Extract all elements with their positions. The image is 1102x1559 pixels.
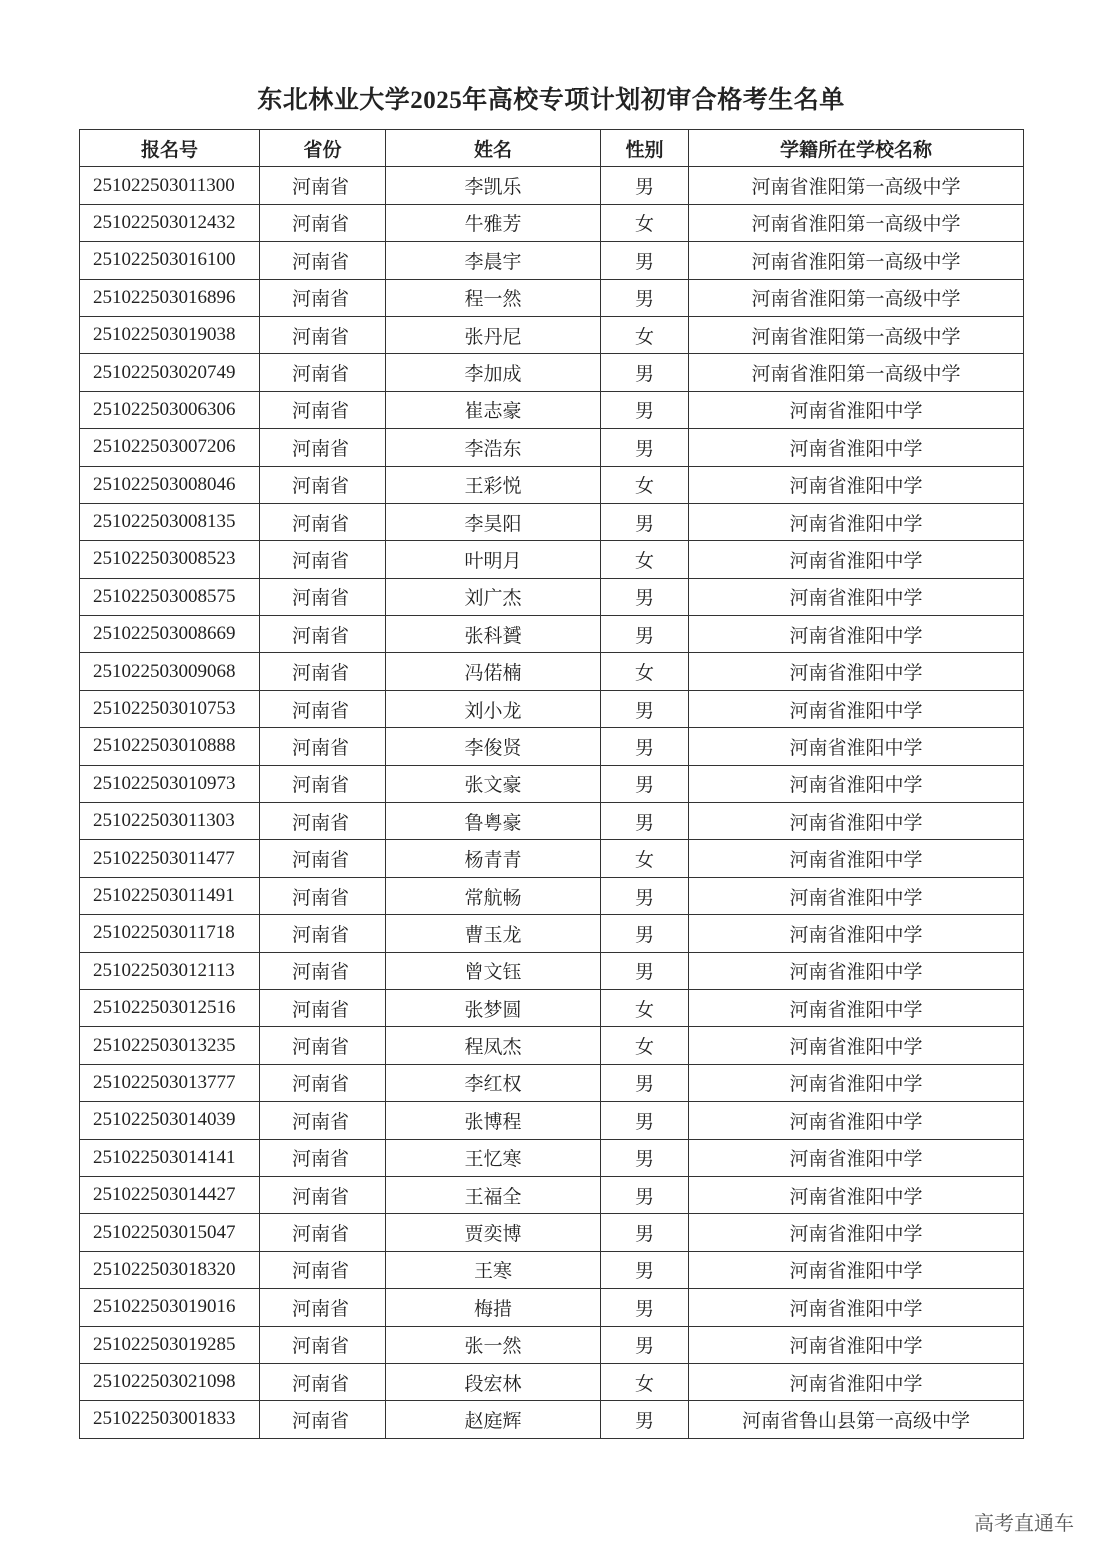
cell-province: 河南省	[260, 204, 386, 241]
cell-registration-number: 251022503010753	[80, 690, 260, 727]
cell-province: 河南省	[260, 915, 386, 952]
cell-school: 河南省淮阳中学	[689, 915, 1024, 952]
cell-registration-number: 251022503009068	[80, 653, 260, 690]
cell-school: 河南省淮阳第一高级中学	[689, 354, 1024, 391]
cell-province: 河南省	[260, 167, 386, 204]
table-row	[80, 316, 1024, 353]
cell-school: 河南省淮阳中学	[689, 1289, 1024, 1326]
watermark: 高考直通车	[974, 1511, 1074, 1535]
cell-registration-number: 251022503014427	[80, 1176, 260, 1213]
cell-school: 河南省淮阳中学	[689, 1027, 1024, 1064]
cell-province: 河南省	[260, 989, 386, 1026]
cell-registration-number: 251022503014141	[80, 1139, 260, 1176]
cell-registration-number: 251022503008575	[80, 578, 260, 615]
cell-school: 河南省淮阳中学	[689, 616, 1024, 653]
cell-registration-number: 251022503012432	[80, 204, 260, 241]
cell-school: 河南省淮阳中学	[689, 952, 1024, 989]
cell-province: 河南省	[260, 391, 386, 428]
cell-school: 河南省淮阳中学	[689, 1139, 1024, 1176]
cell-gender: 女	[601, 204, 689, 241]
cell-gender: 男	[601, 690, 689, 727]
cell-school: 河南省淮阳第一高级中学	[689, 316, 1024, 353]
cell-name: 牛雅芳	[386, 204, 601, 241]
table-row	[80, 765, 1024, 802]
cell-name: 刘小龙	[386, 690, 601, 727]
cell-province: 河南省	[260, 1139, 386, 1176]
table-row	[80, 242, 1024, 279]
cell-school: 河南省淮阳中学	[689, 989, 1024, 1026]
cell-province: 河南省	[260, 1214, 386, 1251]
cell-registration-number: 251022503011300	[80, 167, 260, 204]
cell-registration-number: 251022503016896	[80, 279, 260, 316]
cell-name: 刘广杰	[386, 578, 601, 615]
candidate-table	[79, 129, 1024, 1439]
cell-gender: 男	[601, 877, 689, 914]
cell-registration-number: 251022503020749	[80, 354, 260, 391]
table-row	[80, 1251, 1024, 1288]
cell-name: 王忆寒	[386, 1139, 601, 1176]
cell-gender: 男	[601, 616, 689, 653]
cell-gender: 男	[601, 1289, 689, 1326]
cell-name: 程一然	[386, 279, 601, 316]
cell-province: 河南省	[260, 503, 386, 540]
cell-registration-number: 251022503019038	[80, 316, 260, 353]
cell-registration-number: 251022503011477	[80, 840, 260, 877]
table-row	[80, 1176, 1024, 1213]
cell-school: 河南省淮阳中学	[689, 391, 1024, 428]
cell-registration-number: 251022503010973	[80, 765, 260, 802]
cell-gender: 男	[601, 1176, 689, 1213]
cell-school: 河南省淮阳中学	[689, 653, 1024, 690]
cell-name: 梅措	[386, 1289, 601, 1326]
table-row	[80, 1027, 1024, 1064]
cell-school: 河南省淮阳中学	[689, 578, 1024, 615]
cell-province: 河南省	[260, 803, 386, 840]
table-row	[80, 503, 1024, 540]
cell-name: 李加成	[386, 354, 601, 391]
table-row	[80, 803, 1024, 840]
table-row	[80, 204, 1024, 241]
cell-province: 河南省	[260, 354, 386, 391]
header-gender: 性别	[601, 130, 689, 167]
table-row	[80, 690, 1024, 727]
table-row	[80, 1326, 1024, 1363]
header-school: 学籍所在学校名称	[689, 130, 1024, 167]
table-row	[80, 877, 1024, 914]
cell-name: 鲁粤豪	[386, 803, 601, 840]
cell-registration-number: 251022503015047	[80, 1214, 260, 1251]
cell-province: 河南省	[260, 1326, 386, 1363]
cell-province: 河南省	[260, 242, 386, 279]
cell-school: 河南省淮阳中学	[689, 765, 1024, 802]
cell-name: 张一然	[386, 1326, 601, 1363]
cell-province: 河南省	[260, 690, 386, 727]
cell-name: 赵庭辉	[386, 1401, 601, 1438]
cell-name: 崔志豪	[386, 391, 601, 428]
cell-name: 李昊阳	[386, 503, 601, 540]
page-title: 东北林业大学2025年高校专项计划初审合格考生名单	[257, 87, 845, 114]
cell-gender: 男	[601, 429, 689, 466]
cell-province: 河南省	[260, 1102, 386, 1139]
cell-registration-number: 251022503019285	[80, 1326, 260, 1363]
cell-name: 冯偌楠	[386, 653, 601, 690]
cell-name: 程凤杰	[386, 1027, 601, 1064]
cell-school: 河南省淮阳中学	[689, 1214, 1024, 1251]
cell-school: 河南省淮阳中学	[689, 1326, 1024, 1363]
cell-registration-number: 251022503010888	[80, 728, 260, 765]
cell-school: 河南省淮阳中学	[689, 1064, 1024, 1101]
cell-name: 李红权	[386, 1064, 601, 1101]
cell-name: 杨青青	[386, 840, 601, 877]
cell-registration-number: 251022503021098	[80, 1363, 260, 1400]
cell-gender: 女	[601, 653, 689, 690]
table-row	[80, 466, 1024, 503]
cell-school: 河南省淮阳中学	[689, 877, 1024, 914]
cell-school: 河南省淮阳中学	[689, 1102, 1024, 1139]
cell-gender: 女	[601, 1363, 689, 1400]
cell-gender: 男	[601, 1251, 689, 1288]
table-row	[80, 1363, 1024, 1400]
table-row	[80, 952, 1024, 989]
cell-gender: 女	[601, 840, 689, 877]
cell-registration-number: 251022503013235	[80, 1027, 260, 1064]
cell-registration-number: 251022503012516	[80, 989, 260, 1026]
cell-name: 段宏林	[386, 1363, 601, 1400]
cell-school: 河南省淮阳第一高级中学	[689, 279, 1024, 316]
table-row	[80, 728, 1024, 765]
table-row	[80, 1139, 1024, 1176]
cell-school: 河南省淮阳中学	[689, 840, 1024, 877]
cell-school: 河南省淮阳中学	[689, 503, 1024, 540]
cell-gender: 女	[601, 989, 689, 1026]
cell-province: 河南省	[260, 840, 386, 877]
cell-name: 贾奕博	[386, 1214, 601, 1251]
table-header-row	[80, 130, 1024, 167]
cell-school: 河南省鲁山县第一高级中学	[689, 1401, 1024, 1438]
cell-school: 河南省淮阳第一高级中学	[689, 167, 1024, 204]
cell-gender: 男	[601, 1214, 689, 1251]
cell-province: 河南省	[260, 466, 386, 503]
cell-gender: 男	[601, 242, 689, 279]
cell-province: 河南省	[260, 1251, 386, 1288]
cell-gender: 男	[601, 354, 689, 391]
cell-registration-number: 251022503008135	[80, 503, 260, 540]
cell-registration-number: 251022503012113	[80, 952, 260, 989]
cell-gender: 男	[601, 167, 689, 204]
cell-gender: 男	[601, 391, 689, 428]
header-name: 姓名	[386, 130, 601, 167]
cell-school: 河南省淮阳中学	[689, 429, 1024, 466]
cell-school: 河南省淮阳中学	[689, 466, 1024, 503]
cell-registration-number: 251022503014039	[80, 1102, 260, 1139]
table-row	[80, 541, 1024, 578]
cell-registration-number: 251022503019016	[80, 1289, 260, 1326]
cell-name: 李浩东	[386, 429, 601, 466]
cell-registration-number: 251022503007206	[80, 429, 260, 466]
table-row	[80, 840, 1024, 877]
cell-province: 河南省	[260, 1363, 386, 1400]
table-row	[80, 1102, 1024, 1139]
table-row	[80, 578, 1024, 615]
cell-province: 河南省	[260, 765, 386, 802]
cell-registration-number: 251022503018320	[80, 1251, 260, 1288]
cell-name: 张博程	[386, 1102, 601, 1139]
cell-gender: 男	[601, 952, 689, 989]
cell-province: 河南省	[260, 616, 386, 653]
cell-province: 河南省	[260, 1289, 386, 1326]
cell-school: 河南省淮阳中学	[689, 1251, 1024, 1288]
cell-school: 河南省淮阳第一高级中学	[689, 242, 1024, 279]
cell-registration-number: 251022503011491	[80, 877, 260, 914]
cell-name: 曾文钰	[386, 952, 601, 989]
cell-school: 河南省淮阳中学	[689, 728, 1024, 765]
cell-school: 河南省淮阳中学	[689, 1363, 1024, 1400]
cell-gender: 男	[601, 279, 689, 316]
cell-registration-number: 251022503001833	[80, 1401, 260, 1438]
cell-school: 河南省淮阳中学	[689, 1176, 1024, 1213]
cell-province: 河南省	[260, 877, 386, 914]
cell-gender: 男	[601, 728, 689, 765]
cell-province: 河南省	[260, 279, 386, 316]
cell-school: 河南省淮阳中学	[689, 690, 1024, 727]
table-row	[80, 989, 1024, 1026]
cell-gender: 男	[601, 503, 689, 540]
header-registration-number: 报名号	[80, 130, 260, 167]
cell-name: 王寒	[386, 1251, 601, 1288]
cell-name: 叶明月	[386, 541, 601, 578]
cell-gender: 男	[601, 1401, 689, 1438]
cell-name: 李凯乐	[386, 167, 601, 204]
cell-province: 河南省	[260, 728, 386, 765]
cell-province: 河南省	[260, 653, 386, 690]
cell-gender: 男	[601, 1102, 689, 1139]
cell-gender: 男	[601, 1064, 689, 1101]
table-row	[80, 279, 1024, 316]
table-row	[80, 167, 1024, 204]
table-row	[80, 354, 1024, 391]
header-province: 省份	[260, 130, 386, 167]
cell-province: 河南省	[260, 1064, 386, 1101]
cell-registration-number: 251022503013777	[80, 1064, 260, 1101]
cell-name: 常航畅	[386, 877, 601, 914]
cell-gender: 男	[601, 1326, 689, 1363]
cell-school: 河南省淮阳中学	[689, 803, 1024, 840]
cell-registration-number: 251022503006306	[80, 391, 260, 428]
cell-province: 河南省	[260, 1401, 386, 1438]
cell-gender: 女	[601, 541, 689, 578]
cell-registration-number: 251022503011718	[80, 915, 260, 952]
cell-registration-number: 251022503008046	[80, 466, 260, 503]
cell-school: 河南省淮阳中学	[689, 541, 1024, 578]
cell-name: 张丹尼	[386, 316, 601, 353]
table-row	[80, 1401, 1024, 1438]
cell-province: 河南省	[260, 541, 386, 578]
cell-name: 张梦圆	[386, 989, 601, 1026]
cell-name: 张文豪	[386, 765, 601, 802]
cell-province: 河南省	[260, 952, 386, 989]
cell-name: 李晨宇	[386, 242, 601, 279]
table-row	[80, 391, 1024, 428]
table-row	[80, 1214, 1024, 1251]
table-body	[80, 167, 1024, 1438]
cell-name: 王彩悦	[386, 466, 601, 503]
table-row	[80, 915, 1024, 952]
cell-gender: 男	[601, 915, 689, 952]
cell-name: 李俊贤	[386, 728, 601, 765]
cell-gender: 女	[601, 1027, 689, 1064]
cell-province: 河南省	[260, 316, 386, 353]
cell-name: 张科贇	[386, 616, 601, 653]
cell-province: 河南省	[260, 578, 386, 615]
cell-registration-number: 251022503016100	[80, 242, 260, 279]
cell-province: 河南省	[260, 1176, 386, 1213]
cell-school: 河南省淮阳第一高级中学	[689, 204, 1024, 241]
cell-gender: 男	[601, 578, 689, 615]
cell-name: 曹玉龙	[386, 915, 601, 952]
cell-province: 河南省	[260, 429, 386, 466]
cell-registration-number: 251022503011303	[80, 803, 260, 840]
table-row	[80, 1064, 1024, 1101]
table-row	[80, 1289, 1024, 1326]
cell-gender: 女	[601, 466, 689, 503]
cell-province: 河南省	[260, 1027, 386, 1064]
cell-gender: 女	[601, 316, 689, 353]
table-row	[80, 429, 1024, 466]
cell-gender: 男	[601, 803, 689, 840]
table-row	[80, 653, 1024, 690]
table-row	[80, 616, 1024, 653]
cell-gender: 男	[601, 1139, 689, 1176]
cell-registration-number: 251022503008669	[80, 616, 260, 653]
cell-name: 王福全	[386, 1176, 601, 1213]
cell-registration-number: 251022503008523	[80, 541, 260, 578]
cell-gender: 男	[601, 765, 689, 802]
